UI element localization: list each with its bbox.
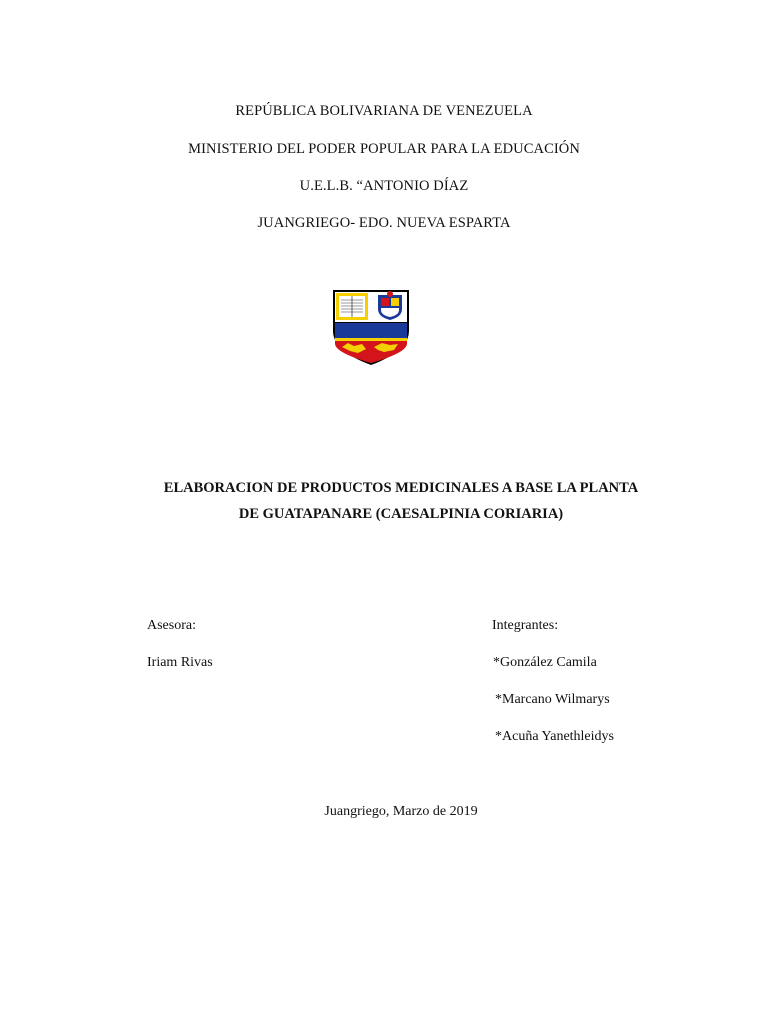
title-line-1: ELABORACION DE PRODUCTOS MEDICINALES A BASE LA PLANTA bbox=[163, 480, 639, 496]
member-name: *Marcano Wilmarys bbox=[495, 692, 610, 707]
member-name: *Acuña Yanethleidys bbox=[495, 729, 614, 744]
header-location: JUANGRIEGO- EDO. NUEVA ESPARTA bbox=[257, 215, 511, 231]
document-date: Juangriego, Marzo de 2019 bbox=[324, 804, 478, 819]
header-country: REPÚBLICA BOLIVARIANA DE VENEZUELA bbox=[235, 103, 533, 119]
member-name: *González Camila bbox=[493, 655, 597, 670]
school-logo bbox=[332, 289, 410, 366]
title-line-2: DE GUATAPANARE (CAESALPINIA CORIARIA) bbox=[238, 506, 564, 522]
book-icon bbox=[336, 293, 368, 320]
advisor-name: Iriam Rivas bbox=[147, 655, 213, 670]
advisor-label: Asesora: bbox=[147, 618, 196, 633]
header-ministry: MINISTERIO DEL PODER POPULAR PARA LA EDUCACIÓN bbox=[188, 141, 580, 157]
header-school: U.E.L.B. “ANTONIO DÍAZ bbox=[299, 178, 469, 194]
members-label: Integrantes: bbox=[492, 618, 559, 633]
coat-of-arms-icon bbox=[378, 291, 402, 320]
